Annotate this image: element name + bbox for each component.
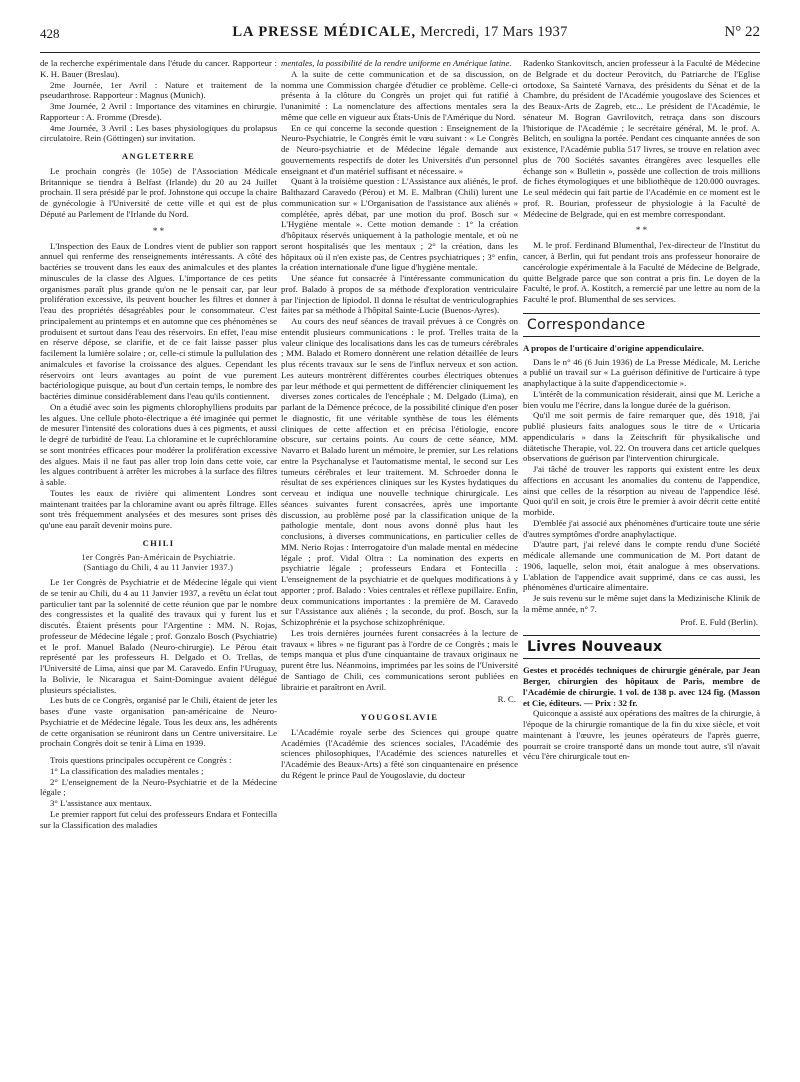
paragraph: L'Inspection des Eaux de Londres vient de publier son rapport annuel qui renferme des renseignements intéressants. A côté des bactéries se trouvent dans les eaux des animalcules et des plantes minuscules de la classe des Algues. L'importance de ces petits organismes paraît plus grande qu'on ne le pensait car, par leur prolifération excessive, ils peuvent boucher les filtres et donner à l'eau des propriétés désagréables pour le consommateur. C'est principalement au printemps et en automne que ces phénomènes se produisent et surtout dans l'eau des réservoirs. En effet, l'eau mise en réserve dépose, se clarifie, et de ce fait laisse passer plus facilement la lumière solaire ; or, celle-ci stimule la pullulation des animalcules et favorise la croissance des algues. Cependant les réservoirs ont leurs avantages au point de vue purement bactériologique puisque, au bout d'un certain temps, le nombre des bactéries diminue considérablement dans l'eau qu'ils contiennent.	[40, 240, 277, 401]
paragraph: Trois questions principales occupèrent ce Congrès :	[50, 755, 232, 765]
paragraph: Les buts de ce Congrès, organisé par le Chili, étaient de jeter les bases d'une vaste organisation pan-américaine de Neuro-Psychiatrie et de Médecine légale. Tous les deux ans, les adhérents de cette organisation se réuniront dans un Centre universitaire. Le prochain Congrès doit se tenir à Lima en 1939.	[40, 695, 277, 749]
paragraph: 4me Journée, 3 Avril : Les bases physiologiques du prolapsus circulatoire. Rein (Göttingen) sur invitation.	[40, 122, 277, 144]
paragraph: Les trois dernières journées furent consacrées à la lecture de travaux « libres » ne figurant pas à l'ordre de ce Congrès ; mais le temps manqua et plus d'une cinquantaine de travaux originaux ne purent être lus. Néanmoins, imprimées par les soins de l'Université de Santiago de Chili, ces communications seront publiées en librairie et paraîtront en Avril.	[281, 627, 518, 692]
paragraph: Le prochain congrès (le 105e) de l'Association Médicale Britannique se tiendra à Belfast (Irlande) du 20 au 24 Juillet prochain. Il sera présidé par le prof. Johnstone qui occupe la chaire de gynécologie à l'Université de cette ville et qui est de plus Député au Parlement de l'Irlande du Nord.	[40, 165, 277, 219]
livres-nouveaux-heading: Livres Nouveaux	[523, 635, 760, 659]
congress-title: 1er Congrès Pan-Américain de Psychiatrie.	[81, 552, 236, 562]
page-number: 428	[40, 26, 60, 41]
section-separator: * *	[635, 225, 648, 236]
paragraph: Quiconque a assisté aux opérations des maîtres de la chirurgie, à l'époque de la chirurgie romantique de la fin du xixe siècle, et voit maintenant à l'œuvre, les jeunes opérateurs de l'après guerre, pourrait se croire transporté dans un monde tout autre, s'il n'avait vécu l'ère chirurgicale tout en-	[523, 708, 760, 762]
journal-title	[40, 24, 760, 41]
paragraph: Au cours des neuf séances de travail prévues à ce Congrès on entendit plusieurs communications : le prof. Trelles traita de la valeur clinique des localisations dans les cas de tumeurs cérébrales ; MM. Balado et Romero donnèrent une relation détaillée de leurs plus récents travaux sur le sens de l'influx nerveux et son action. Les auteurs montrèrent différentes courbes électriques obtenues par leur méthode et qui permettent de différencier cliniquement les diverses zones corticales de l'encéphale ; M. Delgado (Lima), en parlant de la Démence précoce, de la possibilité clinique d'en poser le diagnostic, fit une véritable synthèse de tous les éléments cliniques de cette affection et en précisa l'étiologie, encore obscure, sur certains points. Au cours de cette séance, MM. Navarro et Balado lurent un mémoire, le premier, sur Les relations entre la Psychanalyse et l'automatisme mental, le second sur Les tumeurs cérébrales et leur traitement. M. Schroeder donna le résultat de ses expériences cliniques sur les Kystes hydatiques du cerveau et indiqua une nouvelle technique chirurgicale. Les séances suivantes furent consacrées, après une importante discussion, au problème posé par la classification unique de la pathologie mentale, dont nous avons donné plus haut les conclusions, à diverses communications, en particulier celles de MM. Nerio Rojas : Interrogatoire d'un malade mental en médecine légale ; prof. Vidal Oltra : La nomination des experts en psychiatrie légale ; professeurs Endara et Fontecilla : L'enseignement de la psychiatrie et de quelques modifications à y apporter ; prof. Balado : Voies centrales et réflexe pupillaire. Enfin, deux communications importantes : la première de M. Caravedo sur l'Assistance aux aliénés ; la seconde, du prof. Bosch, sur la Schizophrénie et la psychose schizophrénique.	[281, 316, 518, 627]
paragraph: mentales, la possibilité de la rendre uniforme en Amérique latine.	[281, 58, 512, 68]
signature: Prof. E. Fuld (Berlin).	[680, 616, 758, 627]
paragraph: Une séance fut consacrée à l'intéressante communication du prof. Balado à propos de sa méthode d'exploration ventriculaire par l'injection de lipiodol. Il donna le résultat de ventriculographies faites par sa méthode à l'hôpital Sainte-Lucie (Buenos-Ayres).	[281, 273, 518, 316]
paragraph: 3me Journée, 2 Avril : Importance des vitamines en chirurgie. Rapporteur : A. Fromme (Dresde).	[40, 101, 277, 122]
paragraph: J'ai tâché de trouver les rapports qui existent entre les deux affections en accusant les anomalies du contenu de l'appendice, ainsi que celles de la résorption au niveau de l'appendice lésé. Quoi qu'il en soit, je crois être le premier à avoir décrit cette entité morbide.	[523, 464, 760, 517]
paragraph: Le 1er Congrès de Psychiatrie et de Médecine légale qui vient de se tenir au Chili, du 4 au 11 Janvier 1937, a revêtu un éclat tout particulier tant par la solennité de cette réunion que par le nombre des congressistes et la qualité des travaux qui y furent lus et discutés. Étaient présents pour l'Argentine : MM. N. Rojas, professeur de Médecine légale ; prof. Gonzalo Bosch (Psychiatrie) et le prof. Manuel Balado (Neuro-chirurgie). Le Pérou était représenté par les professeurs H. Delgado et O. Trellas, de l'Université de Lima, ainsi que par M. Caravedo. Enfin l'Uruguay, la Bolivie, le Nicaragua et Saint-Domingue avaient délégué plusieurs spécialistes.	[40, 577, 277, 695]
paragraph: M. le prof. Ferdinand Blumenthal, l'ex-directeur de l'Institut du cancer, à Berlin, qui fut pendant trois ans professeur honoraire de cancérologie expérimentale à la Faculté de Médecine de Belgrade, quitte Belgrade parce que son contrat a pris fin. Le doyen de la Faculté, le prof. A. Kostitch, a remercié par une lettre au nom de la Faculté le prof. Blumenthal de ses services.	[523, 240, 760, 304]
paragraph: D'emblée j'ai associé aux phénomènes d'urticaire toute une série d'autres symptômes d'ordre anaphylactique.	[523, 517, 760, 539]
paragraph: de la recherche expérimentale dans l'étude du cancer. Rapporteur : K. H. Bauer (Breslau).	[40, 58, 277, 79]
correspondance-heading: Correspondance	[523, 313, 760, 337]
paragraph: Quant à la troisième question : L'Assistance aux aliénés, le prof. Balthazard Caravedo (Pérou) et M. E. Malbran (Chili) lurent une communication sur « L'Organisation de l'assistance aux aliénés » complétée, après débat, par une motion du prof. Bosch sur « L'Hygiène mentale ». Cette motion demande : 1° la création d'hôpitaux réservés uniquement à la pathologie mentale, et où ne seront hospitalisés que les mentaux ; 2° la création, dans les hôpitaux où il n'en existe pas, de Centres psychiatriques ; 3° enfin, la création internationale d'une ligue d'hygiène mentale.	[281, 176, 518, 273]
paragraph: D'autre part, j'ai relevé dans le compte rendu d'une Société médicale allemande une communication de M. Port datant de 1906, laquelle, selon moi, était analogue à mes observations. L'ablation de l'appendice avait supprimé, dans ce cas aussi, les phénomènes d'urticaire alimentaire.	[523, 539, 760, 593]
issue-number: N° 22	[724, 24, 760, 40]
section-heading-angleterre: ANGLETERRE	[121, 151, 196, 161]
paragraph: En ce qui concerne la seconde question : Enseignement de la Neuro-Psychiatrie, le Congrès émit le vœu suivant : « Le Congrès de Neuro-psychiatrie et de Médecine légale demande aux gouvernements respectifs de doter les Universités d'un personnel enseignant et d'un matériel suffisant et nécessaire. »	[281, 122, 518, 176]
paragraph: Dans le n° 46 (6 Juin 1936) de La Presse Médicale, M. Leriche a publié un travail sur « La guérison définitive de l'urticaire à type anaphylactique à la suite d'appendicectomie ».	[523, 356, 760, 388]
list-item: 1° La classification des maladies mentales ;	[50, 765, 204, 776]
page-header	[40, 22, 760, 53]
congress-dates: (Santiago du Chili, 4 au 11 Janvier 1937.)	[83, 563, 234, 573]
paragraph: A la suite de cette communication et de sa discussion, on nomma une Commission chargée d'étudier ce problème. Celle-ci présenta à la clôture du Congrès un projet qui fut ratifié à l'unanimité : La nomenclature des affections mentales sera la même que celle en vigueur aux États-Unis de l'Amérique du Nord.	[281, 68, 518, 122]
list-item: 2° L'enseignement de la Neuro-Psychiatrie et de la Médecine légale ;	[40, 776, 277, 798]
paragraph: Le premier rapport fut celui des professeurs Endara et Fontecilla sur la Classification des maladies	[40, 808, 277, 830]
paragraph: Qu'il me soit permis de faire remarquer que, dès 1918, j'ai publié plusieurs faits analogues sous le titre de « Urticaria appendicularis » dans la Zeitschrift für physikalische und diätetische Therapie, vol. 22. On trouvera dans cet article quelques observations de guérison par l'intervention chirurgicale.	[523, 410, 760, 464]
paragraph: Je suis revenu sur le même sujet dans la Medizinische Klinik de la même année, n° 7.	[523, 593, 760, 614]
paragraph: On a étudié avec soin les pigments chlorophylliens produits par les algues. Une cellule photo-électrique a été imaginée qui permet de mesurer l'intensité des colorations dues à ces pigments, et aussi le degré de turbidité de l'eau. La chloramine et le cupréchloramine se sont montrées efficaces pour modérer la prolifération excessive des algues. Mais il ne faut pas aller trop loin dans cette voie, car les algues contribuent à arrêter les microbes à la surface des filtres à sable.	[40, 401, 277, 487]
paragraph: L'Académie royale serbe des Sciences qui groupe quatre Académies (l'Académie des sciences sociales, l'Académie des sciences philosophiques, l'Académie des sciences naturelles et l'Académie des Beaux-Arts) a fêté son cinquantenaire en présence du Régent le prince Paul de Yougoslavie, du docteur	[281, 726, 518, 780]
signature: R. C.	[497, 694, 516, 705]
paragraph: L'intérêt de la communication résiderait, ainsi que M. Leriche a bien voulu me l'écrire, dans la longue durée de la guérison.	[523, 388, 760, 410]
correspondance-subtitle: A propos de l'urticaire d'origine appendiculaire.	[523, 342, 704, 353]
paragraph: Toutes les eaux de rivière qui alimentent Londres sont maintenant traitées par la chloramine avant ou après filtrage. Elles sont très fréquemment analysées et des mesures sont prises dès qu'une eau paraît devenir moins pure.	[40, 487, 277, 530]
paragraph: Radenko Stankovitsch, ancien professeur à la Faculté de Médecine de Belgrade et du docteur Perovitch, du Patriarche de l'Eglise ortodoxe, Sa Sainteté Varnava, des présidents du Sénat et de la Chambre, du président de l'Académie yougoslave des Sciences et des Beaux-Arts de Zagreb, etc... Le président de l'Académie, le sénateur M. Bogran Gavrilovitch, retraça dans son discours l'historique de l'Académie ; le secrétaire général, M. le prof. A. Belitch, en souligna la portée. Pendant ces cinquante années de son existence, l'Académie publia 517 livres, se trouve en relation avec plus de 700 Sociétés savantes étrangères avec lesquelles elle échange son « Bulletin », possède une collection de trois millions de fiches étymologiques et une bibliothèque de 120.000 ouvrages. Le seul médecin qui fait partie de l'Académie en ce moment est le prof. R. Bourian, professeur de physiologie à la Faculté de Médecine de Belgrade, qui en est membre correspondant.	[523, 58, 760, 219]
section-heading-yougoslavie: YOUGOSLAVIE	[360, 712, 439, 722]
column-2	[281, 58, 518, 1068]
section-separator: * *	[152, 225, 165, 236]
column-1	[40, 58, 277, 1068]
section-heading-chili: CHILI	[142, 537, 175, 548]
journal-name: LA PRESSE MÉDICALE,	[232, 24, 417, 40]
issue-date: Mercredi, 17 Mars 1937	[420, 24, 568, 40]
book-entry: Gestes et procédés techniques de chirurgie générale, par Jean Berger, chirurgien des hôpitaux de Paris, membre de l'Académie de chirurgie. 1 vol. de 138 p. avec 124 fig. (Masson et Cie, éditeurs. — Prix : 32 fr.	[523, 665, 760, 708]
list-item: 3° L'assistance aux mentaux.	[50, 798, 152, 808]
paragraph: 2me Journée, 1er Avril : Nature et traitement de la pseudarthrose. Rapporteur : Magnus (Munich).	[40, 79, 277, 101]
column-3	[523, 58, 760, 1068]
